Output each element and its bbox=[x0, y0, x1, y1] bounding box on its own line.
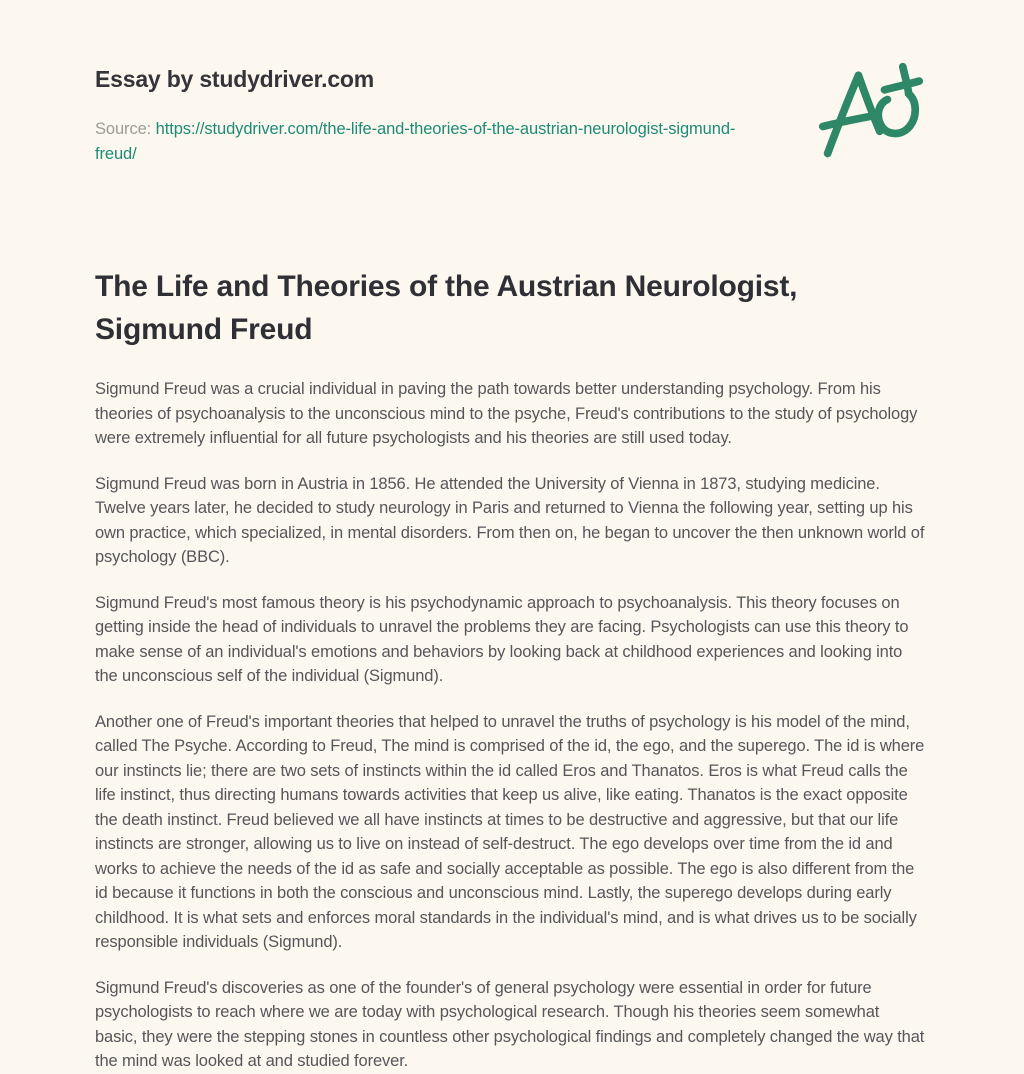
page-title: Essay by studydriver.com bbox=[95, 66, 375, 92]
essay-paragraph-5: Sigmund Freud's discoveries as one of the founder's of general psychology were essential in order for future psychologists to reach where we are today with psychological research. Though his theories seem somewhat basic, they were the stepping stones in countless other psychological findings and completely changed the way that the mind was looked at and studied forever. bbox=[95, 978, 925, 1070]
header-text-block bbox=[95, 60, 740, 167]
source-line bbox=[95, 117, 740, 167]
essay-paragraph-1: Sigmund Freud was a crucial individual in paving the path towards better understanding psychology. From his theories of psychoanalysis to the unconscious mind to the psyche, Freud's contributions to the study of psychology were extremely influential for all future psychologists and his theories are still used today. bbox=[95, 380, 918, 447]
source-label: Source: bbox=[95, 120, 152, 138]
essay-title: The Life and Theories of the Austrian Neurologist, Sigmund Freud bbox=[95, 270, 798, 346]
studydriver-a-plus-logo-icon bbox=[817, 62, 925, 162]
essay-paragraph-3: Sigmund Freud's most famous theory is his psychodynamic approach to psychoanalysis. This theory focuses on getting inside the head of individuals to unravel the problems they are facing. Psychologists can use this theory to make sense of an individual's emotions and behaviors by looking back at childhood experiences and looking into the unconscious self of the individual (Sigmund). bbox=[95, 593, 909, 685]
essay-paragraph-2: Sigmund Freud was born in Austria in 1856. He attended the University of Vienna in 1873, studying medicine. Twelve years later, he decided to study neurology in Paris and returned to Vienna the following year, setting up his own practice, which specialized, in mental disorders. From then on, he began to uncover the then unknown world of psychology (BBC). bbox=[95, 474, 925, 566]
page-header bbox=[95, 60, 925, 167]
source-link[interactable]: https://studydriver.com/the-life-and-theories-of-the-austrian-neurologist-sigmund-freud/ bbox=[95, 120, 736, 163]
essay-paragraph-4: Another one of Freud's important theories that helped to unravel the truths of psychology is his model of the mind, called The Psyche. According to Freud, The mind is comprised of the id, the ego, and the superego. The id is where our instincts lie; there are two sets of instincts within the id called Eros and Thanatos. Eros is what Freud calls the life instinct, thus directing humans towards activities that keep us alive, like eating. Thanatos is the exact opposite the death instinct. Freud believed we all have instincts at times to be destructive and aggressive, but that our life instincts are stronger, allowing us to live on instead of self-destruct. The ego develops over time from the id and works to achieve the needs of the id as safe and socially acceptable as possible. The ego is also different from the id because it functions in both the conscious and unconscious mind. Lastly, the superego develops during early childhood. It is what sets and enforces moral standards in the individual's mind, and is what drives us to be socially responsible individuals (Sigmund). bbox=[95, 712, 925, 951]
